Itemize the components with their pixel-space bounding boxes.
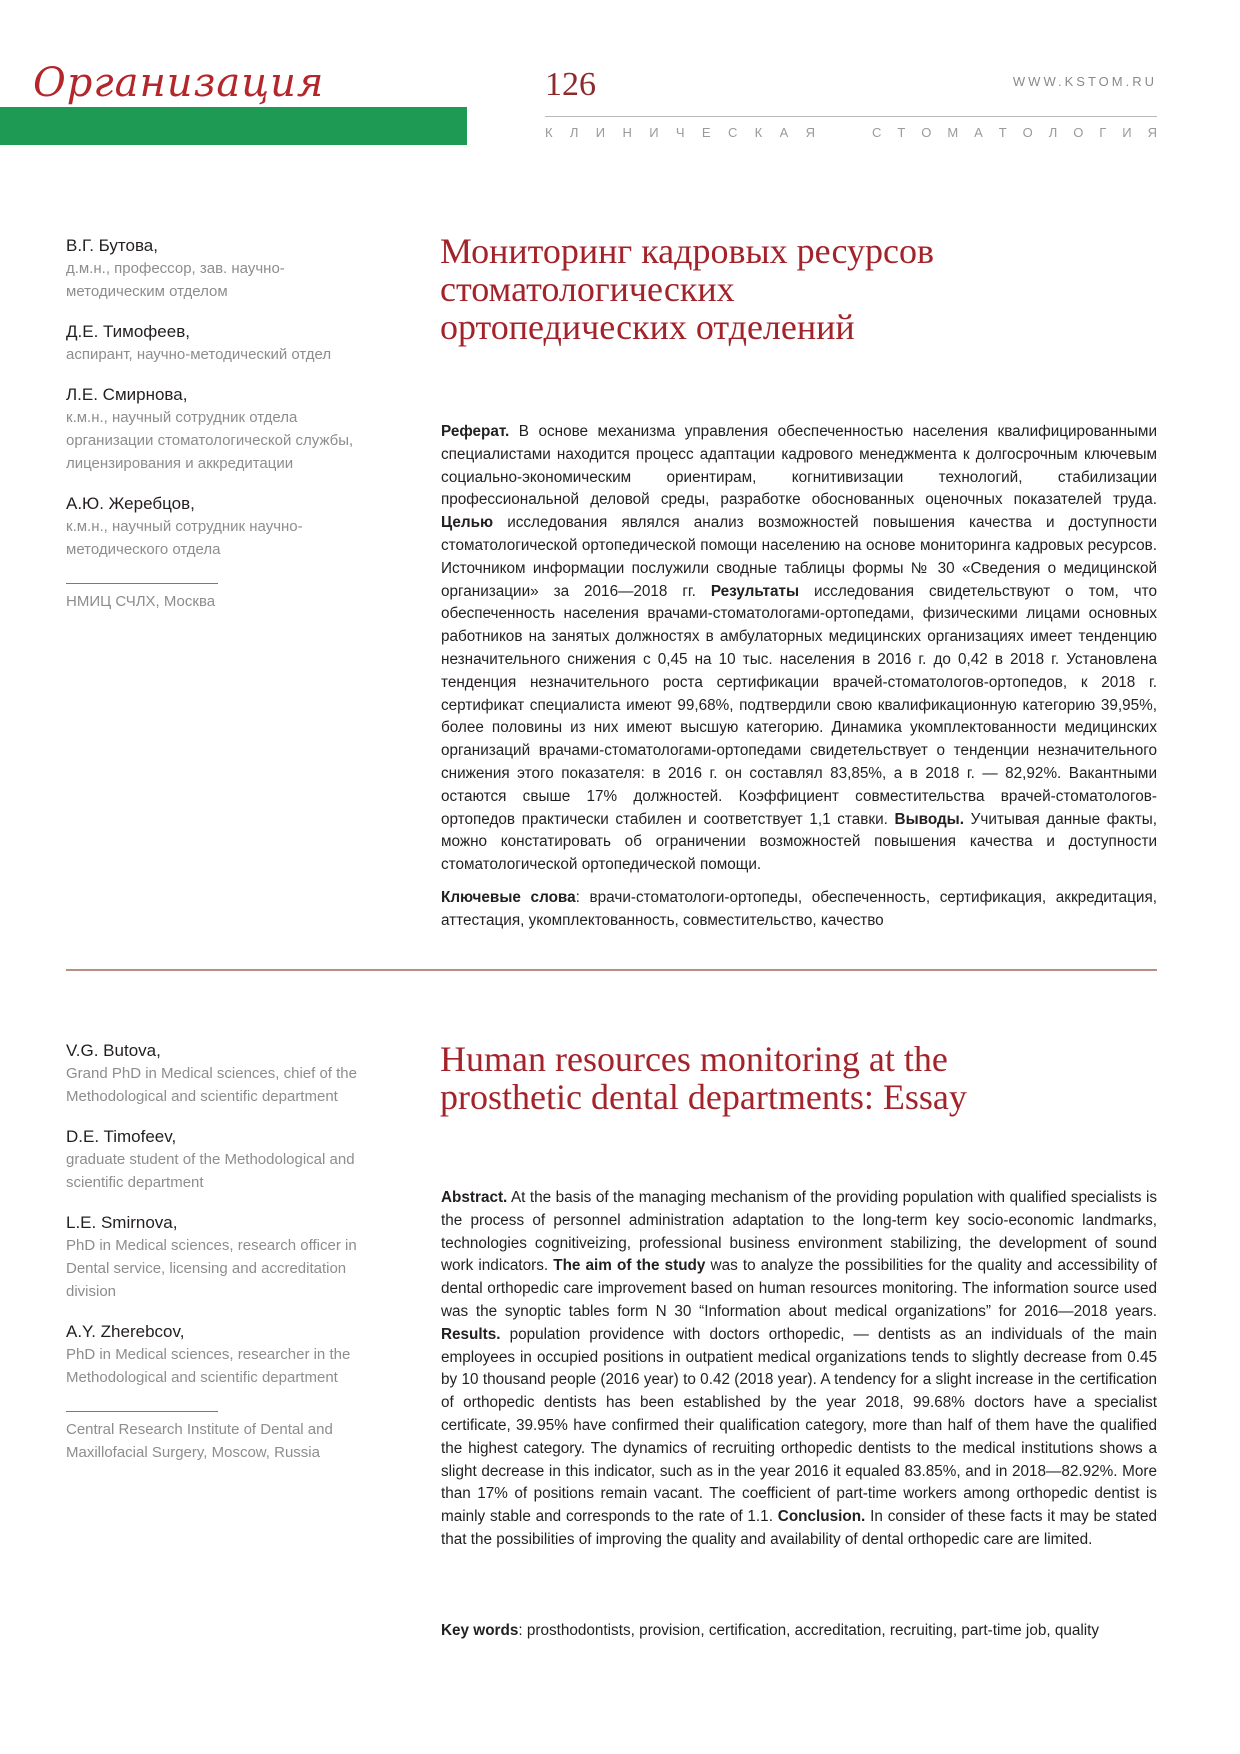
author-affiliation: к.м.н., научный сотрудник отдела организации стоматологической службы, лицензирования и аккредитации <box>66 409 354 472</box>
keywords-ru <box>441 887 1157 933</box>
article-title-ru: Мониторинг кадровых ресурсов стоматологических ортопедических отделений <box>440 231 934 347</box>
author-name: V.G. Butova, <box>66 1041 161 1060</box>
abstract-text: исследования свидетельствуют о том, что обеспеченность населения врачами-стоматологами-ортопедами, физическими лицами основных работников на занятых должностях в амбулаторных медицинских организациях имеет тенденцию незначительного снижения с 0,45 на 10 тыс. населения в 2016 г. до 0,42 в 2018 г. Установлена тенденция незначительного роста сертификации врачей-стоматологов-ортопедов, к 2018 г. сертификат специалиста имеют 99,68%, подтвердили свою квалификационную категорию 39,95%, более половины из них имеют высшую категорию. Динамика укомплектованности медицинских организаций врачами-стоматологами-ортопедами свидетельствует о тенденции незначительного снижения этого показателя: в 2016 г. он составлял 83,85%, а в 2018 г. — 82,92%. Вакантными остаются свыше 17% должностей. Коэффициент совместительства врачей-стоматологов-ортопедов практически стабилен и соответствует 1,1 ставки. <box>441 582 1157 828</box>
results-label: Результаты <box>710 582 800 600</box>
author-affiliation: PhD in Medical sciences, researcher in the Methodological and scientific department <box>66 1346 351 1386</box>
authors-en <box>66 1040 406 1464</box>
author-name: A.Y. Zherebcov, <box>66 1322 185 1341</box>
author <box>66 1126 406 1194</box>
keywords-label: Ключевые слова <box>441 889 576 906</box>
author-affiliation: аспирант, научно-методический отдел <box>66 346 332 363</box>
author-name: D.E. Timofeev, <box>66 1127 177 1146</box>
institution-divider <box>66 1411 218 1412</box>
abstract-ru <box>441 421 1157 877</box>
results-label: Results. <box>441 1325 501 1343</box>
author-name: Д.Е. Тимофеев, <box>66 322 190 341</box>
author <box>66 493 406 561</box>
author <box>66 384 406 475</box>
abstract-label: Реферат. <box>441 423 510 440</box>
institution: НМИЦ СЧЛХ, Москва <box>66 593 216 610</box>
author-name: В.Г. Бутова, <box>66 236 158 255</box>
keywords-label: Key words <box>441 1622 519 1639</box>
author <box>66 321 406 366</box>
author-affiliation: Grand PhD in Medical sciences, chief of the Methodological and scientific department <box>66 1065 357 1105</box>
article-title-en: Human resources monitoring at the prosthetic dental departments: Essay <box>440 1039 967 1117</box>
author <box>66 1040 406 1108</box>
abstract-label: Abstract. <box>441 1189 508 1206</box>
abstract-text: В основе механизма управления обеспеченностью населения квалифицированными специалистами находится процесс адаптации кадрового менеджмента к долгосрочным ключевым социально-экономическим ориентирам, когнитивизации технологий, стабилизации профессиональной деловой среды, разработке обоснованных оценочных показателей труда. <box>441 423 1157 509</box>
author-name: L.E. Smirnova, <box>66 1213 178 1232</box>
institution: Central Research Institute of Dental and Maxillofacial Surgery, Moscow, Russia <box>66 1421 333 1461</box>
author <box>66 1321 406 1389</box>
abstract-text: was to analyze the possibilities for the quality and accessibility of dental orthopedic care improvement based on human resources monitoring. The information source used was the synoptic tables form N 30 “Information about medical organizations” for 2016—2018 years. <box>441 1257 1157 1320</box>
journal-name <box>545 125 1157 140</box>
author <box>66 235 406 303</box>
author <box>66 1212 406 1303</box>
keywords-text: : врачи-стоматологи-ортопеды, обеспеченность, сертификация, аккредитация, аттестация, укомплектованность, совместительство, качество <box>441 889 1157 929</box>
authors-ru <box>66 235 406 613</box>
abstract-text: In consider of these facts it may be stated that the possibilities of improving the quality and availability of dental orthopedic care are limited. <box>441 1508 1157 1548</box>
author-name: Л.Е. Смирнова, <box>66 385 188 404</box>
journal-word: К Л И Н И Ч Е С К А Я <box>545 125 815 140</box>
abstract-text: исследования являлся анализ возможностей повышения качества и доступности стоматологической ортопедической помощи населению на основе мониторинга кадровых ресурсов. Источником информации послужили сводные таблицы формы № 30 «Сведения о медицинской организации» за 2016—2018 гг. <box>441 514 1157 600</box>
keywords-en <box>441 1620 1157 1643</box>
language-divider <box>66 969 1157 971</box>
author-affiliation: к.м.н., научный сотрудник научно-методического отдела <box>66 518 303 558</box>
author-name: А.Ю. Жеребцов, <box>66 494 195 513</box>
abstract-text: At the basis of the managing mechanism of the providing population with qualified specialists is the process of personnel administration adaptation to the long-term key socio-economic landmarks, technologies cognitiveizing, professional business environment stabilizing, the development of sound work indicators. <box>441 1189 1157 1275</box>
abstract-text: Учитывая данные факты, можно констатировать об ограничении возможностей повышения качества и доступности стоматологической ортопедической помощи. <box>441 810 1157 874</box>
keywords-text: : prosthodontists, provision, certification, accreditation, recruiting, part-time job, quality <box>518 1622 1100 1639</box>
abstract-en <box>441 1187 1157 1552</box>
conclusion-label: Conclusion. <box>777 1508 866 1526</box>
abstract-text: population providence with doctors orthopedic, — dentists as an individuals of the main employees in occupied positions in outpatient medical organizations tends to slightly decrease from 0.45 by 10 thousand people (2016 year) to 0.42 (2018 year). A tendency for a slight increase in the certification of orthopedic dentists has been established by the year 2018, 99.68% doctors have a specialist certificate, 39.95% have confirmed their qualification category, more than half of them have the qualified the highest category. The dynamics of recruiting orthopedic dentists to the medical institutions shows a slight decrease in this indicator, such as in the year 2016 it equaled 83.85%, and in 2018—82.92%. More than 17% of positions remain vacant. The coefficient of part-time workers among orthopedic dentist is mainly stable and corresponds to the rate of 1.1. <box>441 1325 1157 1526</box>
author-affiliation: PhD in Medical sciences, research officer in Dental service, licensing and accreditation division <box>66 1237 357 1300</box>
journal-word: С Т О М А Т О Л О Г И Я <box>872 125 1157 140</box>
aim-label: The aim of the study <box>553 1257 706 1275</box>
section-heading: Организация <box>33 60 325 106</box>
journal-website[interactable]: WWW.KSTOM.RU <box>1012 74 1157 89</box>
conclusions-label: Выводы. <box>894 810 964 828</box>
section-color-bar <box>0 107 467 145</box>
author-affiliation: graduate student of the Methodological and scientific department <box>66 1151 355 1191</box>
author-affiliation: д.м.н., профессор, зав. научно-методическим отделом <box>66 260 285 300</box>
page-number: 126 <box>545 66 596 103</box>
institution-divider <box>66 583 218 584</box>
aim-label: Целью <box>441 514 494 532</box>
header-divider <box>545 116 1157 117</box>
